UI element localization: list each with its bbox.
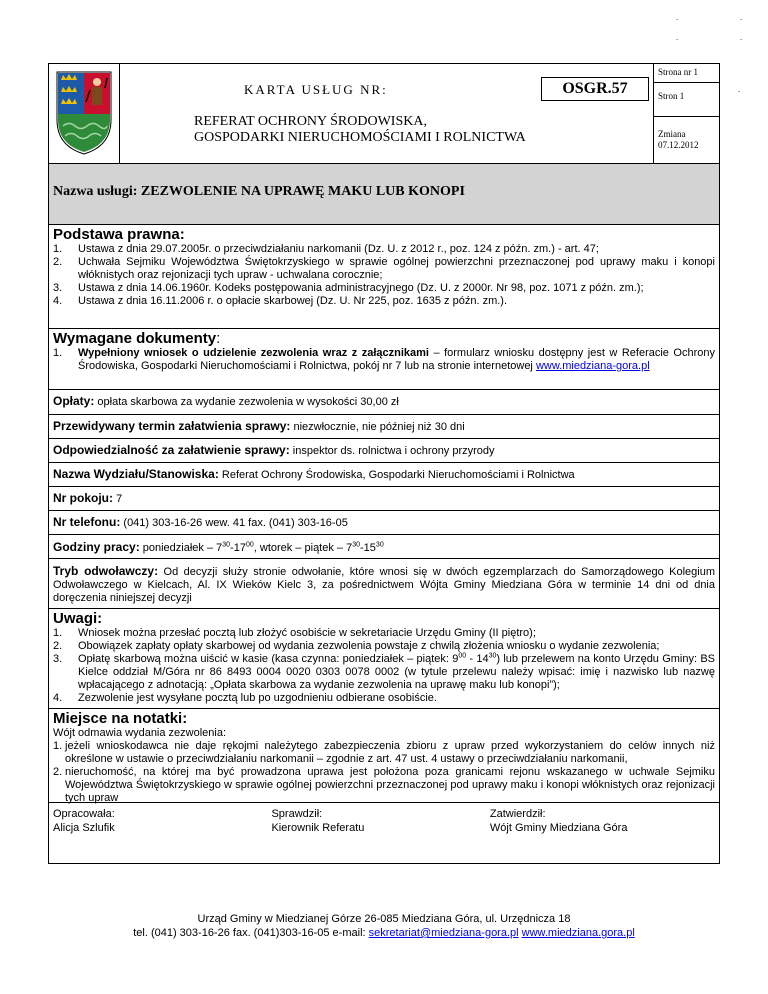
department-name: REFERAT OCHRONY ŚRODOWISKA, GOSPODARKI NIERUCHOMOŚCIAMI I ROLNICTWA (194, 114, 526, 145)
phone-row: Nr telefonu: (041) 303-16-26 wew. 41 fax. (041) 303-16-05 (48, 511, 720, 535)
checked-by: Sprawdził: Kierownik Referatu (271, 808, 365, 834)
page-number: Strona nr 1 (654, 64, 719, 83)
corner-dot: . (676, 13, 679, 22)
legal-basis-section (48, 225, 720, 329)
room-row: Nr pokoju: 7 (48, 487, 720, 511)
prepared-by: Opracowała: Alicja Szlufik (53, 808, 115, 834)
page-info-cell (654, 64, 720, 164)
list-item: 1. jeżeli wnioskodawca nie daje rękojmi należytego zabezpieczenia zbioru z upraw przed wykorzystaniem do celów innych niż określone w ustawie o przeciwdziałaniu narkomanii – zgodnie z art. 47 ust. 4 ustawy o przeciwdziałaniu narkomanii, (53, 740, 715, 765)
hours-row: Godziny pracy: poniedziałek – $7^{30}-17^{00}$, wtorek – piątek – $7^{30}-15^{30}$ (48, 535, 720, 559)
section-heading: Uwagi: (53, 610, 103, 627)
title-cell (120, 64, 654, 164)
revision-info: Zmiana 07.12.2012 (658, 129, 699, 150)
notes-section (48, 609, 720, 709)
section-heading: Miejsce na notatki: (53, 710, 188, 727)
list-item: 4. Ustawa z dnia 16.11.2006 r. o opłacie skarbowej (Dz. U. Nr 225, poz. 1635 z późn. zm.). (53, 295, 508, 307)
list-item: 4. Zezwolenie jest wysyłane pocztą lub po uzgodnieniu odbierane osobiście. (53, 692, 437, 704)
logo-cell (49, 64, 120, 164)
service-name-label: Nazwa usługi: (53, 184, 138, 199)
website-link[interactable]: www.miedziana-gora.pl (535, 360, 650, 372)
list-item: 1. Wypełniony wniosek o udzielenie zezwolenia wraz z załącznikami – formularz wniosku dostępny jest w Referacie Ochrony Środowiska, Gospodarki Nieruchomościami i Rolnictwa, pokój nr 7 lub na stronie internetowej www.miedziana-gora.pl (53, 347, 715, 372)
section-heading: Wymagane dokumenty: (53, 330, 221, 347)
email-link[interactable]: sekretariat@miedziana-gora.pl (368, 927, 519, 939)
list-item: 1. Wniosek można przesłać pocztą lub złożyć osobiście w sekretariacie Urzędu Gminy (II piętro); (53, 627, 536, 639)
required-documents-section (48, 329, 720, 390)
service-name: ZEZWOLENIE NA UPRAWĘ MAKU LUB KONOPI (140, 184, 465, 199)
header-table (48, 63, 720, 164)
website-link[interactable]: www.miedziana.gora.pl (521, 927, 635, 939)
department-row: Nazwa Wydziału/Stanowiska: Referat Ochrony Środowiska, Gospodarki Nieruchomościami i Rolnictwa (48, 463, 720, 487)
service-card (48, 63, 720, 864)
deadline-row: Przewidywany termin załatwienia sprawy: niezwłocznie, nie później niż 30 dni (48, 415, 720, 439)
list-item: 1. Ustawa z dnia 29.07.2005r. o przeciwdziałaniu narkomanii (Dz. U. z 2012 r., poz. 124 z późn. zm.) - art. 47; (53, 243, 599, 255)
list-item: 3. Ustawa z dnia 14.06.1960r. Kodeks postępowania administracyjnego (Dz. U. z 2000r. Nr 98, poz. 1071 z późn. zm.); (53, 282, 644, 294)
memo-section: Miejsce na notatki: Wójt odmawia wydania zezwolenia: 1. jeżeli wnioskodawca nie daje rękojmi należytego zabezpieczenia zbioru z upraw przed wykorzystaniem do celów innych niż określone w ustawie o przeciwdziałaniu narkomanii – zgodnie z art. 47 ust. 4 ustawy o przeciwdziałaniu narkomanii, 2. nieruchomość, na której ma być prowadzona uprawa jest położona poza granicami rejonu wskazanego w uchwale Sejmiku Województwa Świętokrzyskiego w sprawie ogólnej powierzchni przeznaczonej pod uprawy maku i konopi włóknistych oraz rejonizacji tych upraw (48, 709, 720, 803)
card-number-label: KARTA USŁUG NR: (244, 82, 388, 97)
footer-contact: tel. (041) 303-16-26 fax. (041)303-16-05 e-mail: sekretariat@miedziana-gora.pl www.miedziana.gora.pl (133, 927, 635, 939)
section-heading: Podstawa prawna: (53, 226, 185, 243)
fees-row: Opłaty: opłata skarbowa za wydanie zezwolenia w wysokości 30,00 zł (48, 390, 720, 415)
signatures-row (48, 803, 720, 864)
list-item: 3. Opłatę skarbową można uiścić w kasie (kasa czynna: poniedziałek – piątek: $9^{00} - 14^{30}$) lub przelewem na konto Urzędu Gminy: BS Kielce oddział M/Góra nr 86 8493 0004 0020 0303 0078 0002 (w tytule przelewu należy wpisać: imię i nazwisko lub nazwę wpłacającego z adnotacją: „Opłata skarbowa za wydanie zezwolenia na uprawę maku lub konopi”); (53, 652, 715, 691)
page-count: Stron 1 (654, 83, 719, 117)
appeal-row: Tryb odwoławczy: Od decyzji służy stronie odwołanie, które wnosi się w dwóch egzemplarzach do Samorządowego Kolegium Odwoławczego w Kielcach, Al. IX Wieków Kielc 3, za pośrednictwem Wójta Gminy Miedziana Góra w terminie 14 dni od dnia doręczenia niniejszej decyzji (48, 559, 720, 609)
coat-of-arms-icon (49, 64, 119, 158)
responsibility-row: Odpowiedzialność za załatwienie sprawy: inspektor ds. rolnictwa i ochrony przyrody (48, 439, 720, 463)
corner-dot: . (740, 13, 743, 22)
list-item: 2. Uchwała Sejmiku Województwa Świętokrzyskiego w sprawie ogólnej powierzchni przeznaczonej pod uprawy maku i konopi włóknistych oraz rejonizacji tych upraw - uchwalana corocznie; (53, 256, 715, 281)
revision-date: 07.12.2012 (658, 140, 699, 150)
approved-by: Zatwierdził: Wójt Gminy Miedziana Góra (489, 808, 628, 834)
list-item: 2. Obowiązek zapłaty opłaty skarbowej od wydania zezwolenia powstaje z chwilą złożenia wniosku o wydanie zezwolenia; (53, 640, 660, 652)
service-name-band (48, 164, 720, 225)
card-code: OSGR.57 (541, 77, 649, 101)
corner-dot: . (740, 33, 743, 42)
page-footer (0, 912, 768, 940)
footer-address: Urząd Gminy w Miedzianej Górze 26-085 Miedziana Góra, ul. Urzędnicza 18 (197, 913, 571, 925)
corner-dot: . (676, 33, 679, 42)
list-item: 2. nieruchomość, na której ma być prowadzona uprawa jest położona poza granicami rejonu wskazanego w uchwale Sejmiku Województwa Świętokrzyskiego w sprawie ogólnej powierzchni przeznaczonej pod uprawy maku i konopi włóknistych oraz rejonizacji tych upraw (53, 766, 715, 804)
corner-dot: . (738, 85, 741, 94)
